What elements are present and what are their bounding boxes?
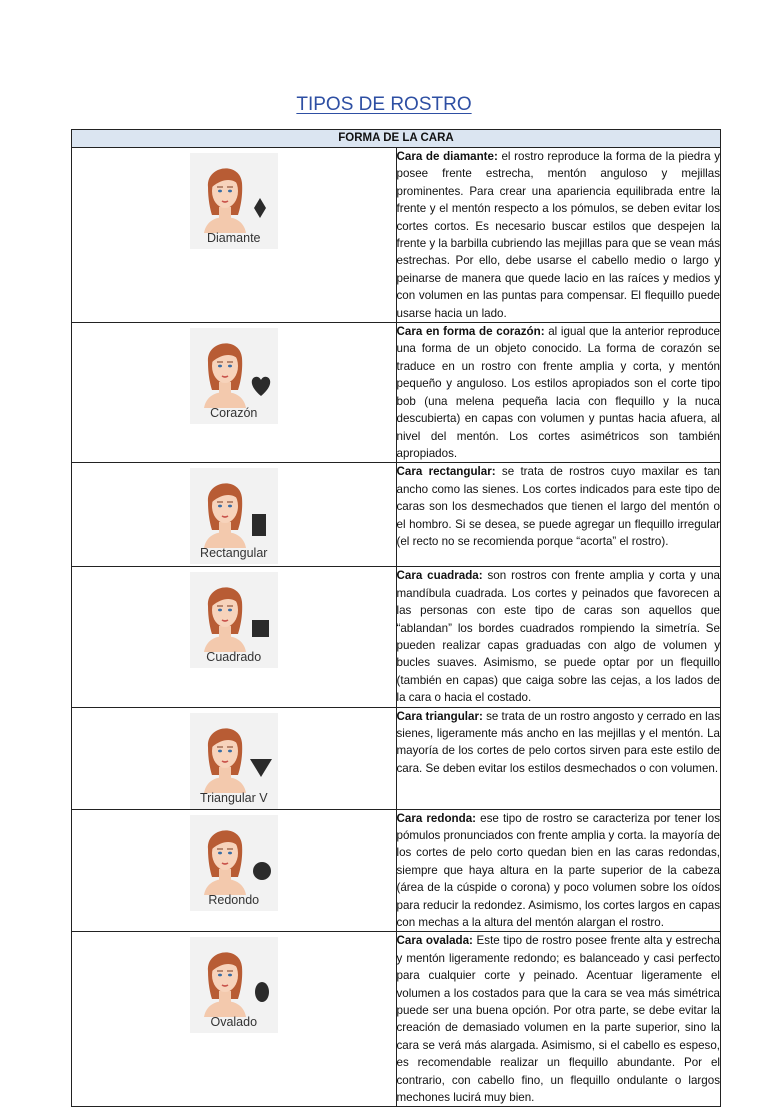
face-shapes-table	[71, 129, 721, 1107]
face-illustration	[190, 572, 278, 668]
face-description	[396, 323, 721, 463]
face-description	[396, 567, 721, 707]
description-heading: Cara redonda:	[396, 811, 477, 825]
face-illustration	[190, 328, 278, 424]
face-illustration	[190, 713, 278, 809]
description-text: se trata de rostros cuyo maxilar es tan ancho como las sienes. Los cortes indicados para este tipo de caras son los desmechados que tienen el largo del mentón o el hombro. Si se desea, se puede agregar un flequillo irregular (el recto no se recomienda porque “acorta” el rostro).	[396, 465, 720, 548]
face-shape-label: Redondo	[208, 892, 260, 907]
table-row	[72, 707, 721, 809]
face-description	[396, 463, 721, 567]
description-text: Este tipo de rostro posee frente alta y estrecha y mentón ligeramente redondo; es balanceado y casi perfecto para cualquier corte y peinado. Acentuar ligeramente el volumen a los costados para que la cara se vea más simétrica puede ser una buena opción. Por otra parte, se debe evitar la creación de demasiado volumen en la parte superior, sino la cara se verá más alargada. Asimismo, si el cabello es espeso, es recomendable realizar un flequillo abundante. Por el contrario, con cabello fino, un flequillo ondulante o largos mechones lucirá muy bien.	[396, 934, 721, 1105]
square-icon	[252, 620, 269, 637]
description-heading: Cara cuadrada:	[396, 569, 483, 583]
face-description	[396, 809, 721, 932]
face-shape-label: Corazón	[210, 406, 258, 421]
face-image-cell	[72, 809, 397, 932]
face-shape-label: Rectangular	[200, 546, 268, 561]
description-heading: Cara triangular:	[396, 709, 483, 723]
face-image-cell	[72, 932, 397, 1107]
triangle-icon	[250, 759, 272, 777]
description-text: se trata de un rostro angosto y cerrado en las sienes, ligeramente más ancho en las mejillas y el mentón. La mayoría de los cortes de pelo cortos sirven para este estilo de cara. Se deben evitar los estilos desmechados o con volumen.	[396, 709, 721, 775]
face-description	[396, 932, 721, 1107]
face-description	[396, 148, 721, 323]
face-description	[396, 707, 721, 809]
face-illustration	[190, 468, 278, 564]
circle-icon	[253, 862, 271, 880]
description-heading: Cara en forma de corazón:	[396, 325, 545, 339]
face-image-cell	[72, 148, 397, 323]
description-text: ese tipo de rostro se caracteriza por tener los pómulos pronunciados con frente amplia y corta. la mayoría de los cortes de pelo corto quedan bien en las caras redondas, siempre que haya altura en la parte superior de la cabeza (área de la cúspide o corona) y poco volumen sobre los oídos para reducir la redondez. Asimismo, los cortes largos en capas con mechas a la altura del mentón alargan el rostro.	[396, 811, 721, 929]
table-row	[72, 148, 721, 323]
description-text: al igual que la anterior reproduce una forma de un objeto conocido. La forma de corazón se traduce en un rostro con frente amplia y corta, y mentón pequeño y anguloso. Los estilos apropiados son el corte tipo bob (una melena pequeña lacia con flequillo y la nuca descubierta) en capas con volumen y puntas hacia afuera, al nivel del mentón. Los cortes asimétricos son también apropiados.	[396, 325, 721, 460]
table-row	[72, 463, 721, 567]
face-image-cell	[72, 707, 397, 809]
face-shape-label: Ovalado	[210, 1015, 258, 1030]
table-row	[72, 323, 721, 463]
page-title: TIPOS DE ROSTRO	[296, 94, 472, 115]
face-shape-label: Diamante	[207, 231, 261, 245]
description-heading: Cara ovalada:	[396, 934, 473, 948]
face-illustration	[190, 153, 278, 249]
face-shape-label: Triangular V	[199, 790, 268, 805]
diamond-icon	[254, 198, 266, 218]
table-header-row	[72, 130, 721, 148]
table-row	[72, 567, 721, 707]
table-row	[72, 809, 721, 932]
description-heading: Cara rectangular:	[396, 465, 496, 479]
heart-icon	[252, 377, 270, 396]
description-heading: Cara de diamante:	[396, 150, 498, 163]
table-header: FORMA DE LA CARA	[72, 130, 721, 148]
description-text: son rostros con frente amplia y corta y una mandíbula cuadrada. Los cortes y peinados que favorecen a las personas con este tipo de caras son aquellos que “ablandan” los bordes cuadrados rompiendo la simetría. Se pueden realizar capas graduadas con algo de volumen y bucles suaves. Asimismo, se puede optar por un flequillo (también en capas) que caiga sobre las cejas, a los lados de la cara o hacia el costado.	[396, 569, 720, 705]
face-illustration	[190, 937, 278, 1033]
face-shape-label: Cuadrado	[206, 650, 262, 665]
oval-icon	[255, 982, 269, 1002]
face-image-cell	[72, 463, 397, 567]
description-text: el rostro reproduce la forma de la piedra y posee frente estrecha, mentón anguloso y mejillas prominentes. Para crear una apariencia equilibrada entre la frente y el mentón respecto a los pómulos, se deben evitar los cortes cortos. Es necesario buscar estilos que despejen la frente y la barbilla cubriendo las mejillas para que se vean más estrechas. Por ello, debe usarse el cabello medio o largo y peinarse de manera que quede lacio en las raíces y medios y con volumen en las puntas para compensar. El flequillo puede usarse hacia un lado.	[396, 150, 721, 320]
table-row	[72, 932, 721, 1107]
face-image-cell	[72, 567, 397, 707]
rectangle-icon	[252, 514, 266, 536]
face-image-cell	[72, 323, 397, 463]
face-illustration	[190, 815, 278, 911]
